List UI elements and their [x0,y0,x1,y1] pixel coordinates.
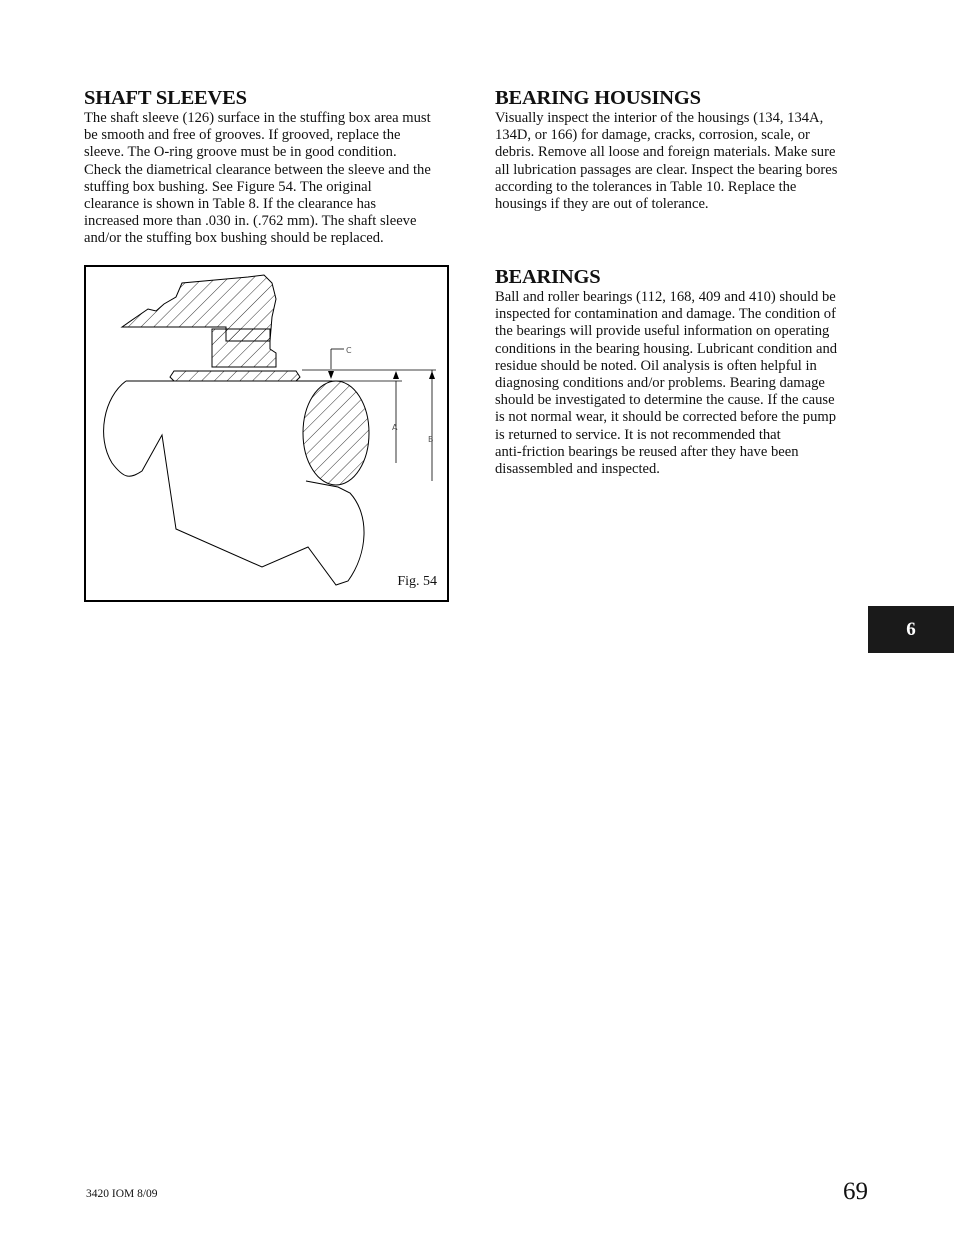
text-line: clearance is shown in Table 8. If the clearance has [84,196,377,213]
shaft-sleeves-paragraph [84,110,464,248]
figure-54 [84,265,449,602]
arrowhead [393,371,399,379]
text-line: anti-friction bearings be reused after they have been [495,443,799,460]
sleeve-clearance-drawing [86,267,447,600]
text-line: 134D, or 166) for damage, cracks, corrosion, scale, or [495,127,810,144]
bearings-heading: BEARINGS [495,266,601,288]
bearing-housings-heading: BEARING HOUSINGS [495,87,701,109]
text-line: conditions in the bearing housing. Lubricant condition and [495,340,838,357]
text-line: stuffing box bushing. See Figure 54. The original [84,178,372,195]
text-line: inspected for contamination and damage. The condition of [495,306,836,323]
shaft-section [303,381,369,485]
text-line: and/or the stuffing box bushing should be replaced. [84,230,384,247]
text-line: residue should be noted. Oil analysis is often helpful in [495,357,817,374]
text-line: Ball and roller bearings (112, 168, 409 and 410) should be [495,289,836,305]
text-line: the bearings will provide useful information on operating [495,323,830,340]
arrowhead [429,371,435,379]
shaft-sleeve [170,371,300,381]
bearings-section [495,265,875,478]
text-line: debris. Remove all loose and foreign materials. Make sure [495,144,836,161]
shaft-sleeves-section [84,86,464,248]
arrowhead [328,371,334,379]
text-line: sleeve. The O-ring groove must be in good condition. [84,144,397,161]
document-id: 3420 IOM 8/09 [86,1188,158,1200]
label-a: A [392,423,398,432]
text-line: be smooth and free of grooves. If grooved, replace the [84,127,401,144]
text-line: increased more than .030 in. (.762 mm). The shaft sleeve [84,213,417,230]
text-line: all lubrication passages are clear. Inspect the bearing bores [495,161,838,178]
bearing-housings-section [495,86,875,213]
text-line: Check the diametrical clearance between the sleeve and the [84,161,431,178]
text-line: disassembled and inspected. [495,461,660,478]
label-b: B [428,435,434,444]
text-line: diagnosing conditions and/or problems. Bearing damage [495,375,825,392]
text-line: Visually inspect the interior of the housings (134, 134A, [495,110,824,126]
text-line: The shaft sleeve (126) surface in the stuffing box area must [84,110,431,126]
stuffing-box-bushing [212,329,276,367]
label-c: C [346,346,352,355]
bearings-paragraph [495,289,875,478]
section-tab: 6 [868,606,954,653]
shaft-sleeves-heading: SHAFT SLEEVES [84,87,247,109]
text-line: is not normal wear, it should be corrected before the pump [495,409,837,426]
text-line: housings if they are out of tolerance. [495,196,709,213]
text-line: according to the tolerances in Table 10. Replace the [495,178,797,195]
text-line: should be investigated to determine the cause. If the cause [495,392,835,409]
text-line: is returned to service. It is not recommended that [495,426,781,443]
figure-caption: Fig. 54 [397,574,437,589]
page-number: 69 [843,1178,868,1205]
bearing-housings-paragraph [495,110,875,213]
